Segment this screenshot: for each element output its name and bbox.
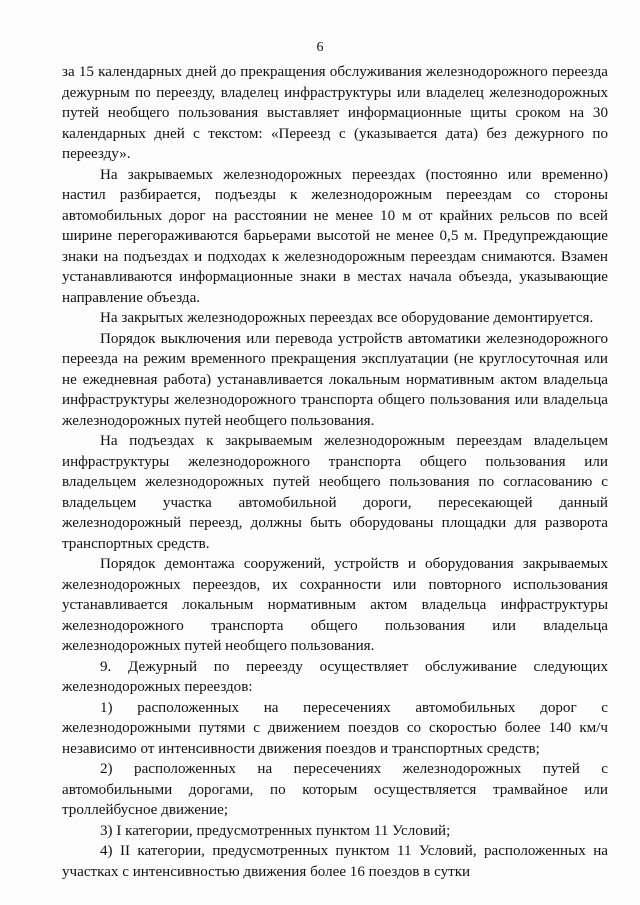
paragraph-closed-crossings-dismantling: На закрываемых железнодорожных переездах (постоянно или временно) настил разбирается, подъезды к железнодорожным переездам со стороны автомобильных дорог на расстоянии не менее 10 м от крайних рельсов по всей ширине перегораживаются барьерами высотой не менее 0,5 м. Предупреждающие знаки на подъездах и подходах к железнодорожным переездам снимаются. Взамен устанавливаются информационные знаки в местах начала объезда, указывающие направление объезда. (62, 166, 608, 306)
paragraph-turnaround-areas: На подъездах к закрываемым железнодорожным переездам владельцем инфраструктуры железнодорожного транспорта общего пользования или владельцем железнодорожных путей необщего пользования по согласованию с владельцем участка автомобильной дороги, пересекающей данный железнодорожный переезд, должны быть оборудованы площадки для разворота транспортных средств. (62, 433, 608, 552)
paragraph-item-9: 9. Дежурный по переезду осуществляет обслуживание следующих железнодорожных переездов: (62, 658, 608, 695)
document-body (62, 62, 608, 882)
paragraph-closed-equipment: На закрытых железнодорожных переездах все оборудование демонтируется. (100, 310, 594, 326)
paragraph-dismantling-procedure: Порядок демонтажа сооружений, устройств и оборудования закрываемых железнодорожных переездов, их сохранности или повторного использования устанавливается локальным нормативным актом владельца инфраструктуры железнодорожного транспорта общего пользования или владельца железнодорожных путей необщего пользования. (62, 556, 608, 654)
paragraph-automation-procedure: Порядок выключения или перевода устройств автоматики железнодорожного переезда на режим временного прекращения эксплуатации (не круглосуточная или не ежедневная работа) устанавливается локальным нормативным актом владельца инфраструктуры железнодорожного транспорта общего пользования или владельца железнодорожных путей необщего пользования. (62, 330, 608, 429)
list-item-3: 3) I категории, предусмотренных пунктом 11 Условий; (100, 822, 451, 839)
list-item-4: 4) II категории, предусмотренных пунктом 11 Условий, расположенных на участках с интенсивностью движения более 16 поездов в сутки (62, 843, 608, 880)
list-item-1: 1) расположенных на пересечениях автомобильных дорог с железнодорожными путями с движением поездов со скоростью более 140 км/ч независимо от интенсивности движения поездов и транспортных средств; (62, 699, 608, 757)
page-number: 6 (316, 40, 324, 55)
list-item-2: 2) расположенных на пересечениях железнодорожных путей с автомобильными дорогами, по которым осуществляется трамвайное или троллейбусное движение; (62, 761, 608, 818)
paragraph-continuation: за 15 календарных дней до прекращения обслуживания железнодорожного переезда дежурным по переезду, владелец инфраструктуры или владелец железнодорожных путей необщего пользования выставляет информационные щиты сроком на 30 календарных дней с текстом: «Переезд с (указывается дата) без дежурного по переезду». (62, 64, 608, 162)
